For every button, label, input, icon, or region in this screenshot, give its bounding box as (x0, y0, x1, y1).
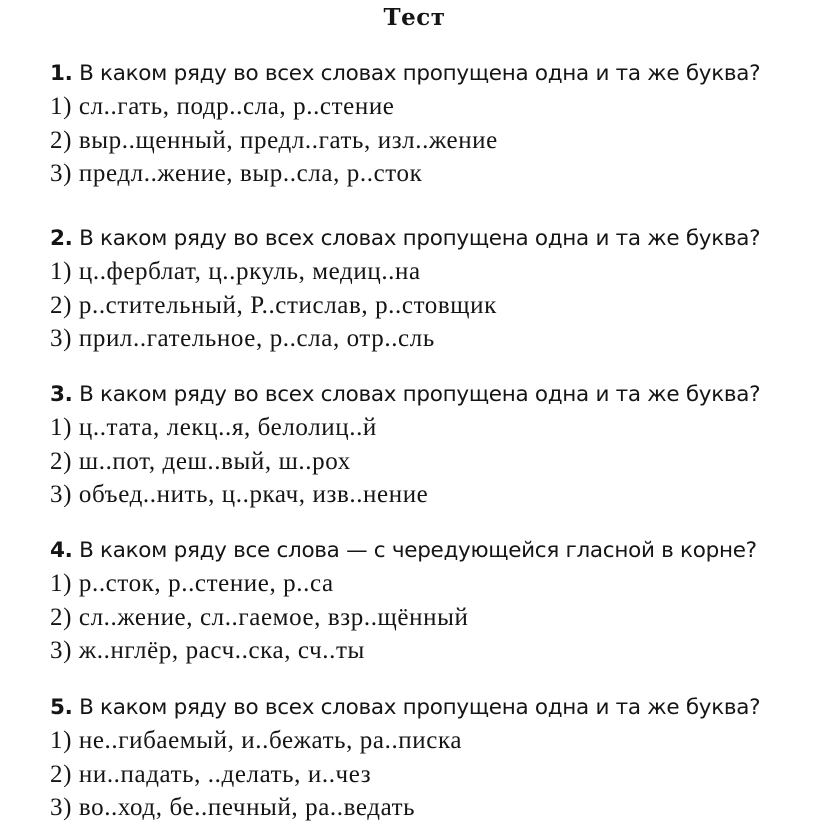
page-title: Тест (383, 4, 446, 31)
answer-option: 2) ш..пот, деш..вый, ш..рох (50, 447, 351, 475)
answer-option: 3) объед..нить, ц..ркач, изв..нение (50, 481, 429, 508)
answer-option: 2) ни..падать, ..делать, и..чез (50, 760, 372, 788)
answer-options (50, 724, 760, 825)
question-1 (50, 60, 760, 191)
answer-options (50, 90, 760, 191)
question-text: В каком ряду во всех словах пропущена одна и та же буква? (79, 61, 761, 86)
question-2 (50, 225, 760, 356)
answer-options (50, 567, 757, 668)
question-text: В каком ряду во всех словах пропущена одна и та же буква? (79, 382, 761, 407)
question-heading (50, 225, 760, 253)
answer-option: 3) во..ход, бе..печный, ра..ведать (50, 794, 416, 821)
answer-option: 2) сл..жение, сл..гаемое, взр..щённый (50, 603, 469, 631)
answer-option: 2) выр..щенный, предл..гать, изл..жение (50, 126, 498, 154)
question-number: 3. (50, 382, 73, 407)
question-text: В каком ряду во всех словах пропущена одна и та же буква? (79, 695, 761, 720)
answer-option: 2) р..стительный, Р..стислав, р..стовщик (50, 291, 497, 319)
question-number: 4. (50, 538, 73, 563)
question-heading (50, 60, 760, 88)
question-4 (50, 537, 757, 668)
question-text: В каком ряду во всех словах пропущена одна и та же буква? (79, 226, 761, 251)
question-text: В каком ряду все слова — с чередующейся гласной в корне? (79, 538, 757, 563)
question-number: 2. (50, 226, 73, 251)
answer-option: 3) прил..гательное, р..сла, отр..сль (50, 325, 435, 352)
answer-options (50, 255, 760, 356)
question-heading (50, 381, 760, 409)
answer-option: 1) не..гибаемый, и..бежать, ра..писка (50, 727, 463, 754)
answer-option: 3) предл..жение, выр..сла, р..сток (50, 160, 423, 187)
answer-option: 1) ц..ферблат, ц..ркуль, медиц..на (50, 258, 421, 285)
question-heading (50, 694, 760, 722)
answer-option: 1) сл..гать, подр..сла, р..стение (50, 93, 395, 120)
answer-option: 1) ц..тата, лекц..я, белолиц..й (50, 414, 377, 441)
question-number: 1. (50, 61, 73, 86)
question-3 (50, 381, 760, 512)
question-heading (50, 537, 757, 565)
question-number: 5. (50, 695, 73, 720)
answer-option: 1) р..сток, р..стение, р..са (50, 570, 334, 597)
answer-options (50, 411, 760, 512)
answer-option: 3) ж..нглёр, расч..ска, сч..ты (50, 637, 365, 664)
question-5 (50, 694, 760, 825)
